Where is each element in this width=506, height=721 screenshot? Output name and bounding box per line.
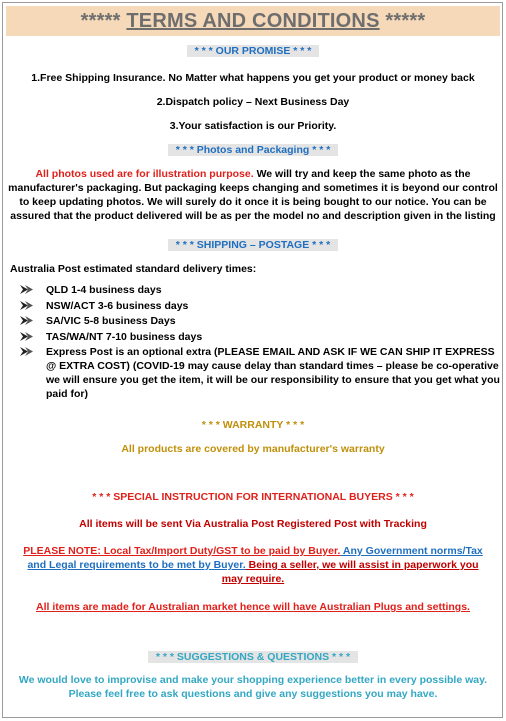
arrow-bullet-icon (20, 284, 34, 295)
delivery-item-text: QLD 1-4 business days (46, 284, 162, 296)
arrow-bullet-icon (20, 331, 34, 342)
list-item (20, 283, 500, 299)
shipping-heading-row (0, 239, 506, 251)
photos-body-text: We will try and keep the same photo as the manufacturer's packaging. But packaging keeps changing and sometimes it is beyond our control to keep updating photos. We will surely do it once it is being bought to our notice. You can be assured that the product delivered will be as per the model no and description given in the listing (8, 168, 498, 222)
international-heading: * * * SPECIAL INSTRUCTION FOR INTERNATIONAL BUYERS * * * (92, 491, 414, 503)
note-red-text: PLEASE NOTE: Local Tax/Import Duty/GST to be paid by Buyer. (23, 545, 341, 557)
promise-item-1: 1.Free Shipping Insurance. No Matter what happens you get your product or money back (31, 72, 475, 84)
suggestions-heading-row (0, 651, 506, 663)
title-stars-left: ***** (80, 10, 121, 32)
international-note (22, 544, 484, 586)
page-title (6, 6, 500, 36)
delivery-item-text: NSW/ACT 3-6 business days (46, 299, 189, 312)
warranty-text: All products are covered by manufacturer's warranty (121, 443, 385, 455)
arrow-bullet-icon (20, 300, 34, 311)
arrow-bullet-icon (20, 315, 34, 326)
shipping-heading: * * * SHIPPING – POSTAGE * * * (168, 239, 338, 251)
suggestions-text: We would love to improvise and make your shopping experience better in every possible way. Please feel free to ask questions and give any suggestions you may have. (18, 674, 488, 700)
list-item (20, 345, 500, 401)
international-line1: All items will be sent Via Australia Post Registered Post with Tracking (79, 518, 427, 530)
title-stars-right: ***** (385, 10, 426, 32)
list-item (20, 330, 500, 346)
international-plugs: All items are made for Australian market hence will have Australian Plugs and settings. (36, 601, 470, 613)
delivery-item-text: TAS/WA/NT 7-10 business days (46, 330, 203, 343)
delivery-list (20, 283, 500, 401)
promise-item-2: 2.Dispatch policy – Next Business Day (156, 96, 350, 108)
note-red-text-2: Being a seller, we will assist in paperwork you may require. (221, 559, 479, 585)
list-item (20, 299, 500, 315)
delivery-item-text: SA/VIC 5-8 business Days (46, 315, 176, 327)
title-text: TERMS AND CONDITIONS (126, 10, 380, 32)
promise-heading-row (0, 45, 506, 57)
arrow-bullet-icon (20, 346, 34, 357)
photos-red-text: All photos used are for illustration purpose. (35, 168, 254, 180)
promise-item-3: 3.Your satisfaction is our Priority. (169, 120, 337, 132)
suggestions-heading: * * * SUGGESTIONS & QUESTIONS * * * (148, 651, 358, 663)
delivery-item-text: Express Post is an optional extra (PLEASE EMAIL AND ASK IF WE CAN SHIP IT EXPRESS @ EXTRA COST) (COVID-19 may cause delay than standard times – please be co-operative we will ensure you get the item, it will be our responsibility to ensure that you get what you paid for) (46, 346, 500, 400)
photos-paragraph (6, 167, 500, 223)
photos-heading: * * * Photos and Packaging * * * (168, 144, 339, 156)
list-item (20, 314, 500, 330)
shipping-intro: Australia Post estimated standard delivery times: (10, 263, 257, 275)
warranty-heading: * * * WARRANTY * * * (201, 419, 305, 431)
note-blue-text: Any Government norms/Tax and Legal requirements to be met by Buyer. (27, 545, 483, 571)
photos-heading-row (0, 144, 506, 156)
promise-heading: * * * OUR PROMISE * * * (187, 45, 320, 57)
